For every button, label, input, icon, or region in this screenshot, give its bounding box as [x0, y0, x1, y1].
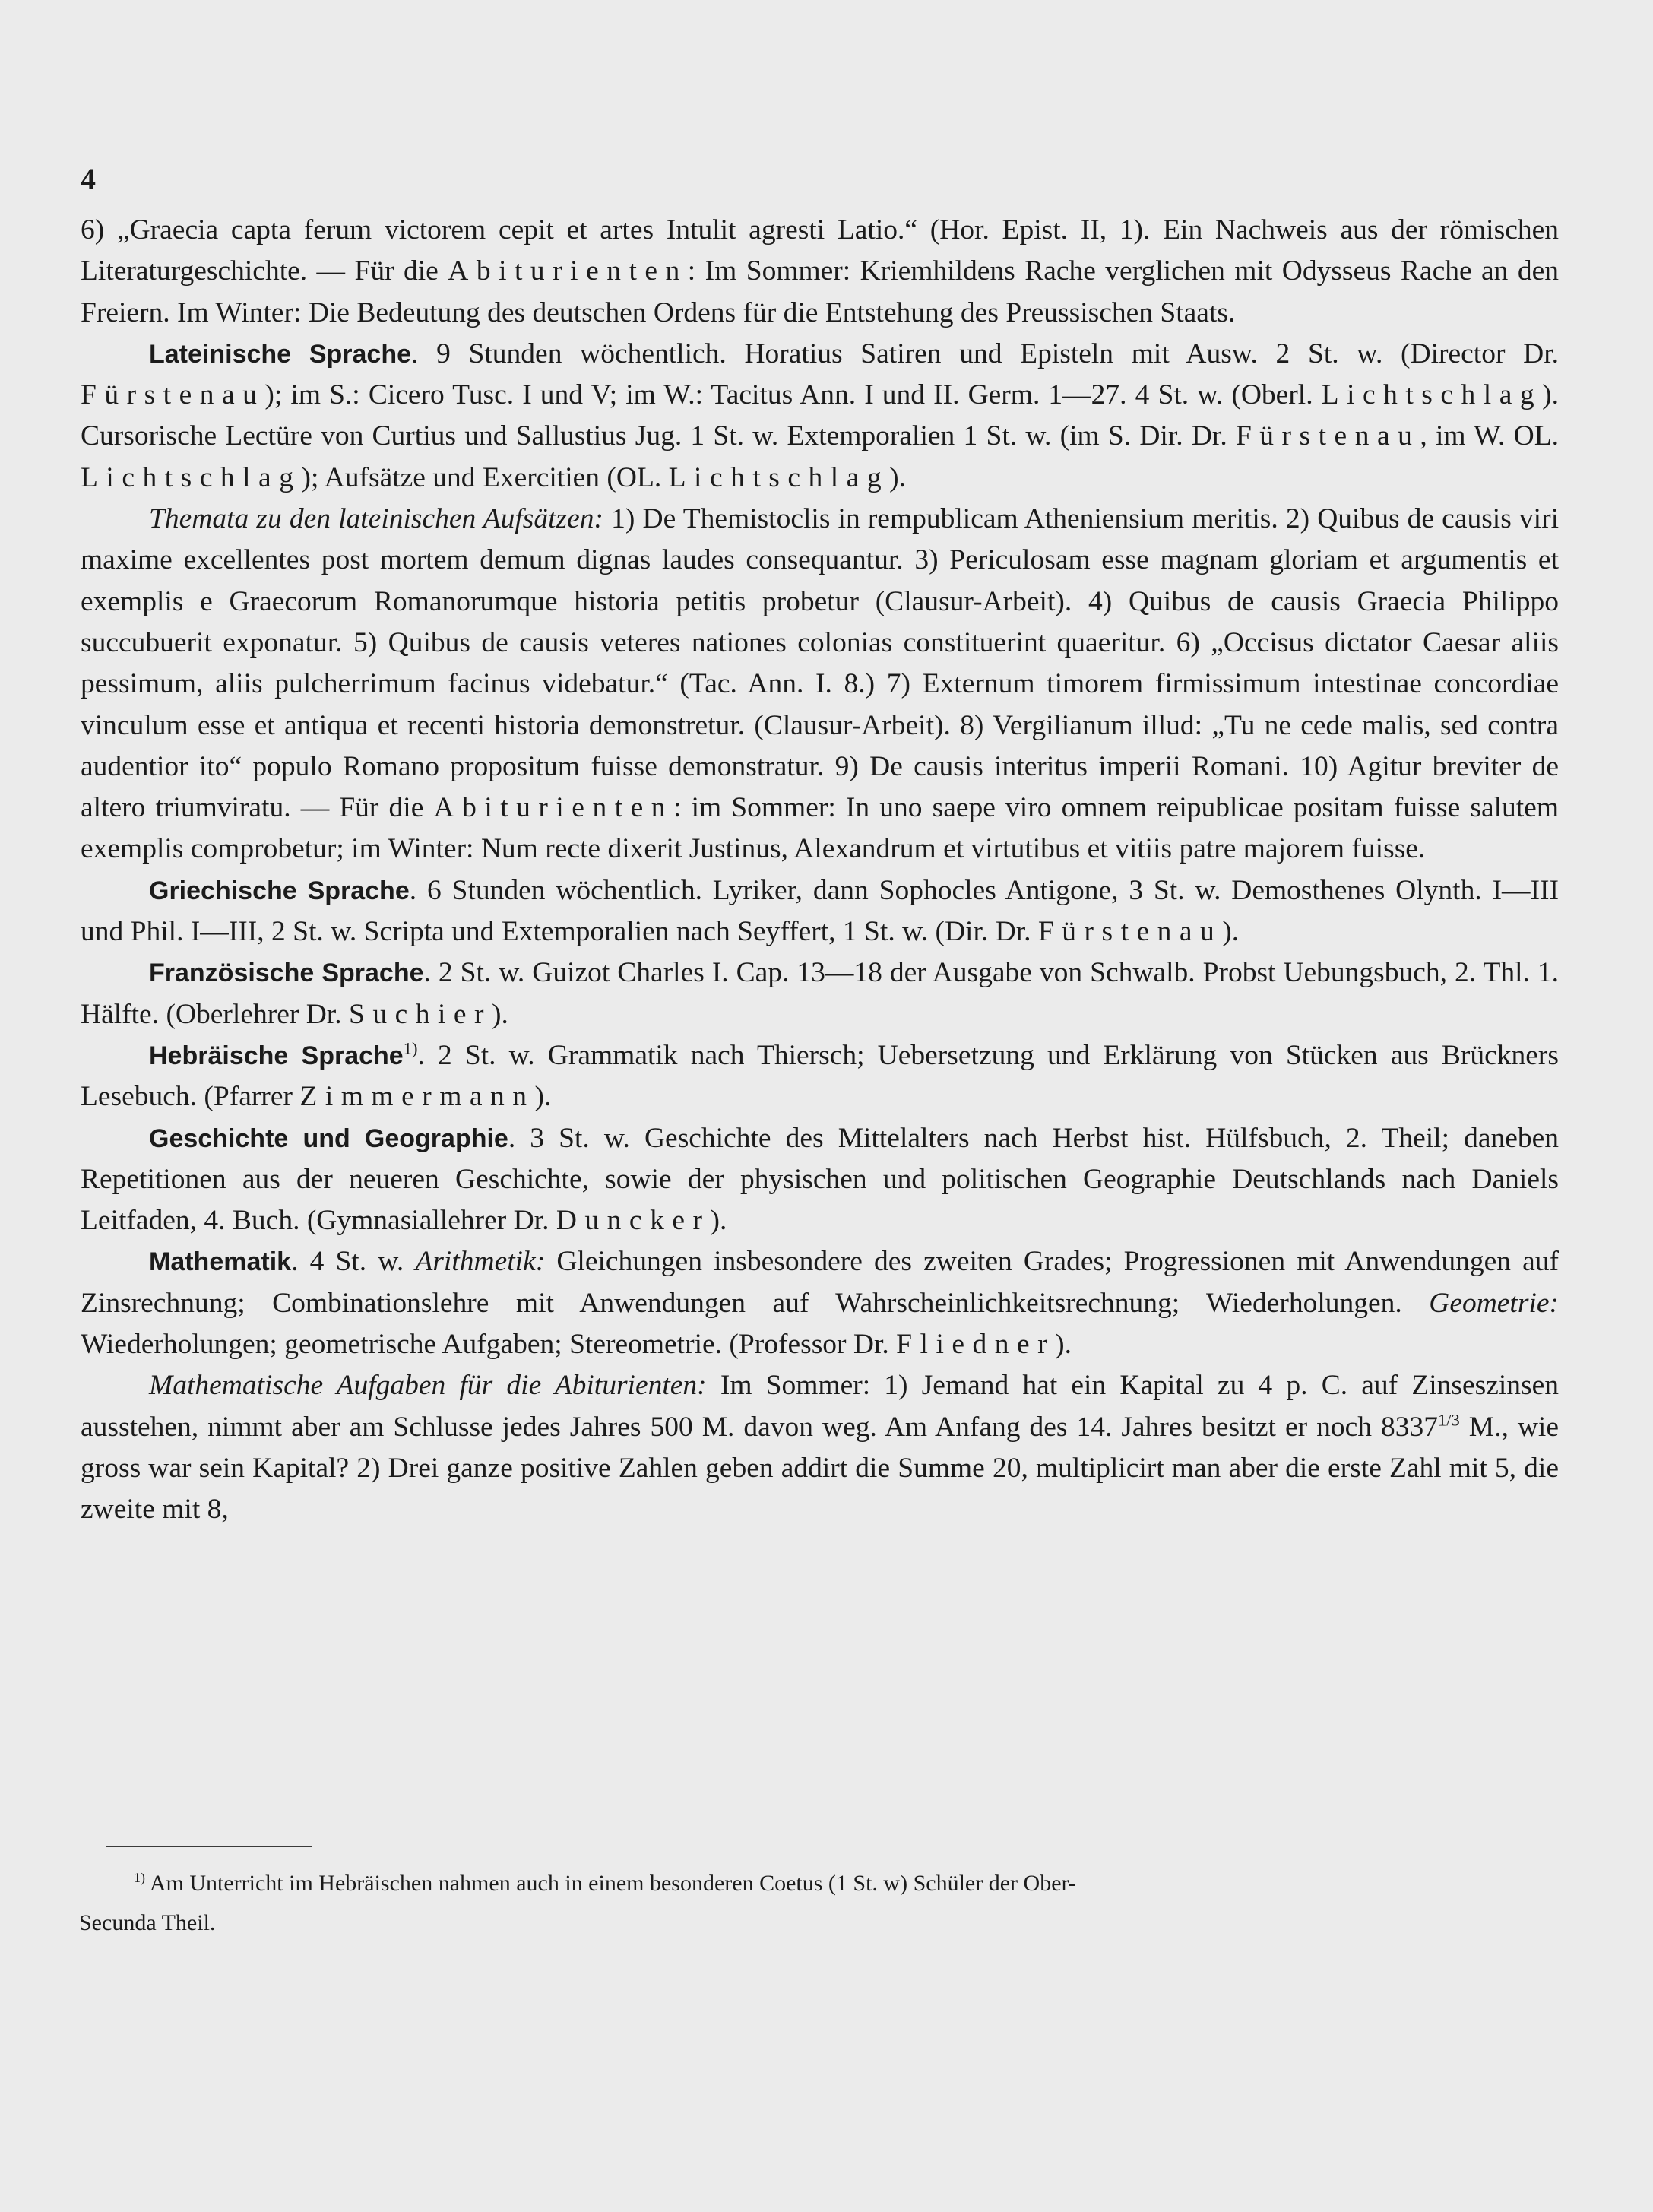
- paragraph-german-themes: [81, 210, 1559, 334]
- main-text: [81, 210, 1559, 1531]
- latin-text-3: ). Cursorische Lectüre von Curtius und Sallustius Jug. 1 St. w. Extemporalien 1 St. w. (im S. Dir. Dr.: [81, 379, 1559, 452]
- themata-text-1: 1) De Themistoclis in rempublicam Atheniensium meritis. 2) Quibus de causis viri maxime excellentes post mortem demum dignas laudes consequantur. 3) Periculosam esse magnam gloriam et argumentis et exemplis e Graecorum Romanorumque historia petitis probetur (Clausur-Arbeit). 4) Quibus de causis Graecia Philippo succubuerit exponatur. 5) Quibus de causis veteres nationes colonias constituerint quaeritur. 6) „Occisus dictator Caesar aliis pessimum, aliis pulcherrimum facinus videbatur.“ (Tac. Ann. I. 8.) 7) Externum timorem firmissimum intestinae concordiae vinculum esse et antiqua et recenti historia demonstretur. (Clausur-Arbeit). 8) Vergilianum illud: „Tu ne cede malis, sed contra audentior ito“ populo Romano propositum fuisse demonstratur. 9) De causis interitus imperii Romani. 10) Agitur breviter de altero triumviratu. — Für die: [81, 503, 1560, 824]
- page-number: 4: [81, 162, 96, 196]
- latin-text-4: , im W. OL.: [1420, 420, 1559, 452]
- greek-text-1: . 6 Stunden wöchentlich. Lyriker, dann Sophocles Antigone, 3 St. w. Demosthenes Olynth. I—III und Phil. I—III, 2 St. w. Scripta und Extemporalien nach Seyffert, 1 St. w. (Dir. Dr.: [81, 874, 1560, 948]
- paragraph-latin: [81, 334, 1559, 499]
- history-text-1: . 3 St. w. Geschichte des Mittelalters nach Herbst hist. Hülfsbuch, 2. Theil; daneben Repetitionen aus der neueren Geschichte, sowie der physischen und politischen Geographie Deutschlands nach Daniels Leitfaden, 4. Buch. (Gymnasiallehrer Dr.: [81, 1122, 1560, 1237]
- german-themes-rest: : Im Sommer: Kriemhildens Rache verglichen mit Odysseus Rache an den Freiern. Im Winter: Die Bedeutung des deutschen Ordens für die Entstehung des Preussischen Staats.: [81, 255, 1560, 328]
- aufgaben-text-1: Im Sommer: 1) Jemand hat ein Kapital zu 4 p. C. auf Zinseszinsen ausstehen, nimmt aber am Schlusse jedes Jahres 500 M. davon weg. Am Anfang des 14. Jahres besitzt er noch 8337: [81, 1370, 1560, 1443]
- themata-label: Themata zu den lateinischen Aufsätzen:: [149, 503, 604, 535]
- teacher-name: Suchier: [348, 998, 492, 1030]
- teacher-name: Fürstenau: [81, 379, 265, 411]
- teacher-name: Fürstenau: [1235, 420, 1420, 452]
- latin-text-5: ); Aufsätze und Exercitien (OL.: [301, 461, 662, 493]
- history-text-2: ).: [710, 1205, 727, 1237]
- greek-heading: Griechische Sprache: [149, 876, 410, 905]
- teacher-name: Fliedner: [896, 1329, 1056, 1361]
- teacher-name: Duncker: [556, 1205, 711, 1237]
- paragraph-hebrew: [81, 1035, 1559, 1118]
- footnote: [79, 1864, 1558, 1943]
- footnote-reference: 1): [403, 1038, 418, 1058]
- french-text-2: ).: [492, 998, 508, 1030]
- fraction: 1/3: [1437, 1410, 1460, 1430]
- math-heading: Mathematik: [149, 1247, 292, 1277]
- paragraph-greek: [81, 870, 1559, 953]
- themata-text-2: : im Sommer: In uno saepe viro omnem reipublicae positam fuisse salutem exemplis comprobetur; im Winter: Num recte dixerit Justinus, Alexandrum et virtutibus et vitiis patre majorem fuisse.: [81, 792, 1559, 865]
- latin-heading: Lateinische Sprache: [149, 339, 412, 369]
- paragraph-history: [81, 1118, 1559, 1242]
- footnote-divider: [106, 1846, 312, 1847]
- german-themes-intro: 6) „Graecia capta ferum victorem cepit et artes Intulit agresti Latio.“ (Hor. Epist. II, 1). Ein Nachweis aus der römischen Literaturgeschichte. — Für die: [81, 214, 1559, 287]
- footnote-mark: 1): [134, 1870, 145, 1885]
- paragraph-math: [81, 1241, 1559, 1365]
- latin-text-6: ).: [889, 461, 906, 493]
- teacher-name: Fürstenau: [1037, 916, 1223, 948]
- french-text-1: . 2 St. w. Guizot Charles I. Cap. 13—18 der Ausgabe von Schwalb. Probst Uebungsbuch, 2. Thl. 1. Hälfte. (Oberlehrer Dr.: [81, 957, 1559, 1030]
- latin-text-2: ); im S.: Cicero Tusc. I und V; im W.: Tacitus Ann. I und II. Germ. 1—27. 4 St. w. (Oberl.: [264, 379, 1313, 411]
- aufgaben-text-2: M., wie gross war sein Kapital? 2) Drei ganze positive Zahlen geben addirt die Summe 20, multiplicirt man aber die erste Zahl mit 5, die zweite mit 8,: [81, 1411, 1559, 1526]
- french-heading: Französische Sprache: [149, 959, 424, 988]
- geometrie-label: Geometrie:: [1429, 1287, 1559, 1319]
- arithmetik-label: Arithmetik:: [415, 1246, 546, 1278]
- footnote-text: Am Unterricht im Hebräischen nahmen auch in einem besonderen Coetus (1 St. w) Schüler der Ober-: [149, 1871, 1076, 1896]
- math-text-1: . 4 St. w.: [291, 1246, 404, 1278]
- greek-text-2: ).: [1222, 916, 1240, 948]
- footnote-continuation: Secunda Theil.: [79, 1910, 216, 1935]
- hebrew-text-2: ).: [534, 1081, 552, 1113]
- teacher-name: Lichtschlag: [1321, 379, 1543, 411]
- teacher-name: Lichtschlag: [668, 461, 890, 493]
- math-text-2: Gleichungen insbesondere des zweiten Grades; Progressionen mit Anwendungen auf Zinsrechnung; Combinationslehre mit Anwendungen auf Wahrscheinlichkeitsrechnung; Wiederholungen.: [81, 1246, 1560, 1319]
- math-text-4: ).: [1055, 1329, 1072, 1361]
- teacher-name: Zimmermann: [299, 1081, 535, 1113]
- math-text-3: Wiederholungen; geometrische Aufgaben; Stereometrie. (Professor Dr.: [81, 1329, 889, 1361]
- paragraph-french: [81, 952, 1559, 1035]
- latin-text-1: . 9 Stunden wöchentlich. Horatius Satiren und Episteln mit Ausw. 2 St. w. (Director Dr.: [411, 338, 1560, 369]
- abiturienten-label: Abiturienten: [448, 255, 688, 287]
- abiturienten-label: Abiturienten: [433, 792, 674, 824]
- paragraph-latin-themata: [81, 499, 1559, 870]
- hebrew-text-1: . 2 St. w. Grammatik nach Thiersch; Uebersetzung und Erklärung von Stücken aus Brückners Lesebuch. (Pfarrer: [81, 1039, 1560, 1113]
- paragraph-math-problems: [81, 1365, 1559, 1530]
- hebrew-heading: Hebräische Sprache: [149, 1041, 404, 1070]
- history-heading: Geschichte und Geographie: [149, 1123, 508, 1153]
- aufgaben-label: Mathematische Aufgaben für die Abiturienten:: [149, 1370, 707, 1402]
- teacher-name: Lichtschlag: [81, 461, 302, 493]
